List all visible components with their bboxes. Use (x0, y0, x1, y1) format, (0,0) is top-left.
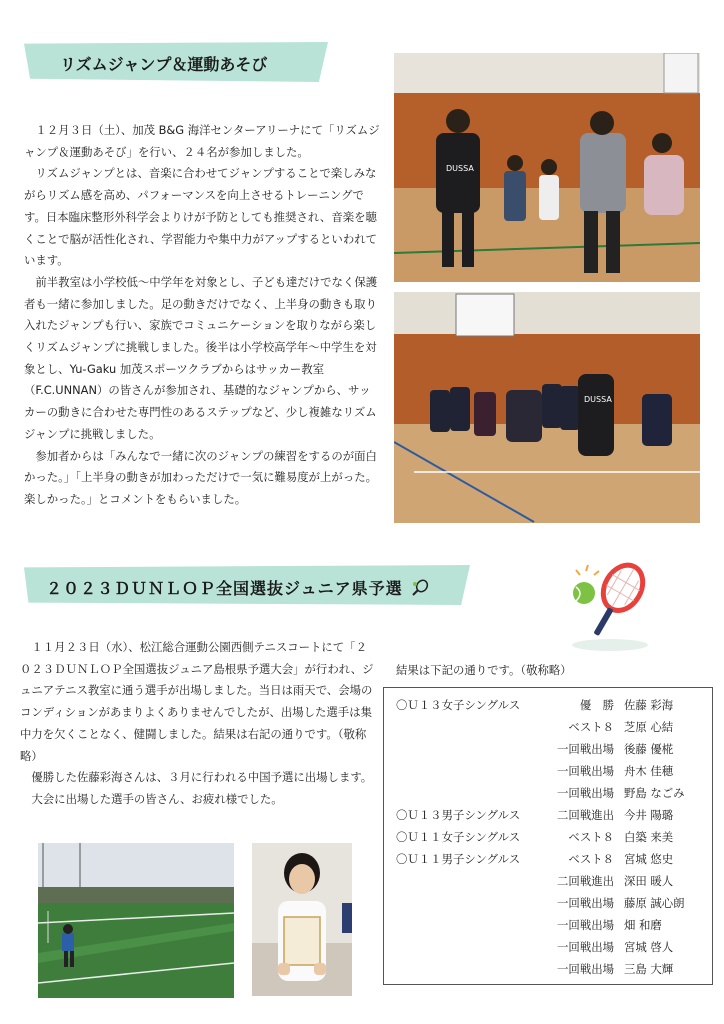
result-player: 白築 来美 (624, 830, 674, 844)
result-row (384, 848, 712, 870)
result-player: 深田 暖人 (624, 874, 674, 888)
result-category: 〇Ｕ１１男子シングルス (396, 852, 521, 866)
section2-title (46, 576, 429, 601)
result-row (384, 870, 712, 892)
result-status: 一回戦出場 (557, 786, 614, 800)
result-status: 一回戦出場 (557, 764, 614, 778)
result-row (384, 826, 712, 848)
result-status: ベスト８ (568, 830, 614, 844)
result-status: ベスト８ (568, 852, 614, 866)
section1-title: リズムジャンプ＆運動あそび (60, 55, 268, 74)
result-status: 優 勝 (579, 698, 614, 712)
result-category: 〇Ｕ１１女子シングルス (396, 830, 521, 844)
result-category: 〇Ｕ１３女子シングルス (396, 698, 521, 712)
result-player: 佐藤 彩海 (624, 698, 674, 712)
result-status: 一回戦出場 (557, 896, 614, 910)
result-row (384, 936, 712, 958)
result-player: 舟木 佳穂 (624, 764, 674, 778)
section2-paragraph-1: １１月２３日（水）、松江総合運動公園西側テニスコートにて「２０２３ＤＵＮＬＯＰ全国選抜ジュニア島根県予選大会」が行われ、ジュニアテニス教室に通う選手が出場しました。当日は雨天で、会場のコンディションがあまりよくありませんでしたが、出場した選手は集中力を欠くことなく、健闘しました。結果は右記の通りです。（敬称略） (20, 640, 374, 763)
result-row (384, 892, 712, 914)
result-player: 畑 和磨 (624, 918, 662, 932)
tennis-racket-icon (560, 555, 660, 655)
section1-paragraph-1: １２月３日（土）、加茂 B&G 海洋センターアリーナにて「リズムジャンプ＆運動あそび」を行い、２４名が参加しました。 (24, 123, 380, 159)
result-player: 後藤 優椛 (624, 742, 674, 756)
result-row (384, 958, 712, 980)
results-table (383, 687, 713, 985)
result-row (384, 804, 712, 826)
section2-paragraph-2: 優勝した佐藤彩海さんは、３月に行われる中国予選に出場します。 (31, 770, 373, 785)
photo2-shirt-text: DUSSA (584, 395, 612, 404)
section2-body (20, 637, 376, 811)
section2-paragraph-3: 大会に出場した選手の皆さん、お疲れ様でした。 (31, 791, 283, 806)
section2-title-text: ２０２３ＤＵＮＬＯＰ全国選抜ジュニア県予選 (46, 579, 403, 598)
result-row (384, 738, 712, 760)
section1-body (24, 120, 380, 511)
result-status: 一回戦出場 (557, 918, 614, 932)
section1-paragraph-3: 前半教室は小学校低～中学年を対象とし、子ども達だけでなく保護者も一緒に参加しました。足の動きだけでなく、上半身の動きも取り入れたジャンプも行い、家族でコミュニケーションを取りながら楽しくリズムジャンプに挑戦しました。後半は小学校高学年～中学生を対象とし、Yu-Gaku 加茂スポーツクラブからはサッカー教室（F.C.UNNAN）の皆さんが参加され、基礎的なジャンプから、サッカーの動きに合わせた専門性のあるステップなど、少し複雑なリズムジャンプに挑戦しました。 (24, 274, 378, 441)
result-status: 二回戦進出 (557, 874, 614, 888)
result-status: 一回戦出場 (557, 962, 614, 976)
result-row (384, 716, 712, 738)
result-row (384, 760, 712, 782)
tennis-racket-small-icon (411, 579, 429, 601)
result-player: 芝原 心結 (624, 720, 674, 734)
result-player: 宮城 悠史 (624, 852, 674, 866)
rhythm-jump-photo-1 (394, 53, 700, 282)
result-player: 野島 なごみ (624, 786, 685, 800)
results-label: 結果は下記の通りです。（敬称略） (396, 663, 572, 677)
rhythm-jump-photo-2 (394, 292, 700, 523)
result-status: ベスト８ (568, 720, 614, 734)
photo1-shirt-text: DUSSA (446, 164, 474, 173)
result-player: 宮城 啓人 (624, 940, 674, 954)
result-player: 三島 大輝 (624, 962, 674, 976)
result-row (384, 694, 712, 716)
result-player: 藤原 誠心朗 (624, 896, 685, 910)
result-status: 二回戦進出 (557, 808, 614, 822)
result-status: 一回戦出場 (557, 940, 614, 954)
result-row (384, 782, 712, 804)
result-player: 今井 陽璐 (624, 808, 674, 822)
winner-portrait-photo (252, 843, 352, 996)
tennis-court-photo (38, 843, 234, 998)
result-row (384, 914, 712, 936)
result-status: 一回戦出場 (557, 742, 614, 756)
result-category: 〇Ｕ１３男子シングルス (396, 808, 521, 822)
section1-paragraph-2: リズムジャンプとは、音楽に合わせてジャンプすることで楽しみながらリズム感を高め、パフォーマンスを向上させるトレーニングです。日本臨床整形外科学会よりけが予防としても推奨され、音楽を聴くことで脳が活性化され、学習能力や集中力がアップするといわれています。 (24, 166, 377, 268)
section1-paragraph-4: 参加者からは「みんなで一緒に次のジャンプの練習をするのが面白かった。」「上半身の動きが加わっただけで一気に難易度が上がった。楽しかった。」とコメントをもらいました。 (24, 448, 377, 506)
